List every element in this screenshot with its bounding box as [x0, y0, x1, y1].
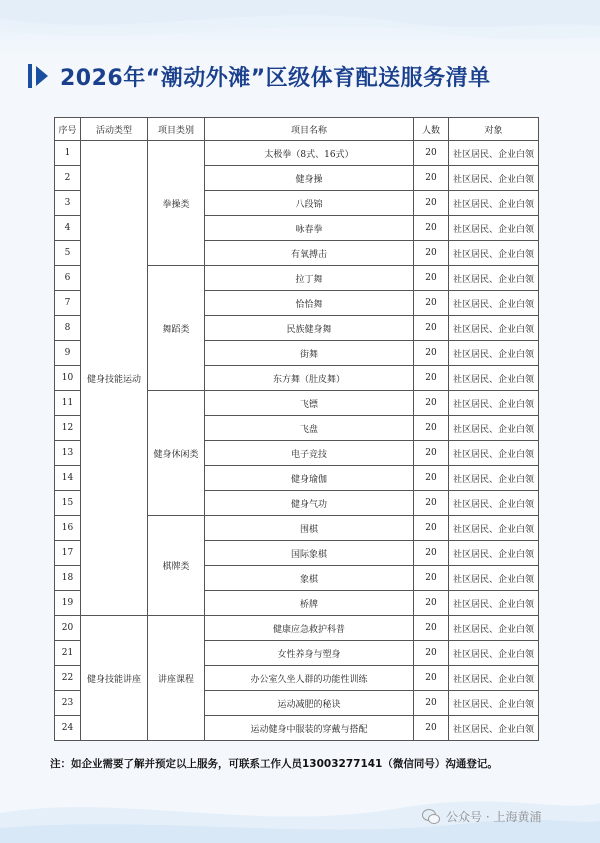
- row-target: 社区居民、企业白领: [449, 191, 539, 216]
- row-target: 社区居民、企业白领: [449, 291, 539, 316]
- row-name: 拉丁舞: [205, 266, 414, 291]
- row-no: 17: [55, 541, 81, 566]
- row-name: 围棋: [205, 516, 414, 541]
- contact-note: 注：如企业需要了解并预定以上服务，可联系工作人员13003277141（微信同号）沟通登记。: [50, 758, 498, 770]
- row-target: 社区居民、企业白领: [449, 591, 539, 616]
- row-target: 社区居民、企业白领: [449, 341, 539, 366]
- row-count: 20: [414, 491, 449, 516]
- wechat-icon: [422, 809, 440, 825]
- row-name: 东方舞（肚皮舞）: [205, 366, 414, 391]
- row-count: 20: [414, 516, 449, 541]
- row-count: 20: [414, 541, 449, 566]
- row-target: 社区居民、企业白领: [449, 641, 539, 666]
- row-no: 5: [55, 241, 81, 266]
- row-count: 20: [414, 166, 449, 191]
- watermark: [422, 808, 541, 825]
- row-target: 社区居民、企业白领: [449, 541, 539, 566]
- row-name: 象棋: [205, 566, 414, 591]
- row-no: 23: [55, 691, 81, 716]
- row-target: 社区居民、企业白领: [449, 691, 539, 716]
- row-count: 20: [414, 241, 449, 266]
- row-name: 健康应急救护科普: [205, 616, 414, 641]
- row-no: 22: [55, 666, 81, 691]
- row-no: 2: [55, 166, 81, 191]
- table-header-row: [55, 118, 539, 141]
- row-name: 电子竞技: [205, 441, 414, 466]
- row-name: 有氧搏击: [205, 241, 414, 266]
- row-no: 8: [55, 316, 81, 341]
- row-count: 20: [414, 191, 449, 216]
- category-cell: 健身休闲类: [148, 391, 205, 516]
- row-no: 6: [55, 266, 81, 291]
- bottom-wave-decoration: [0, 753, 600, 843]
- header-count: 人数: [414, 118, 449, 141]
- row-name: 运动健身中服装的穿戴与搭配: [205, 716, 414, 741]
- row-count: 20: [414, 266, 449, 291]
- row-target: 社区居民、企业白领: [449, 366, 539, 391]
- row-count: 20: [414, 716, 449, 741]
- row-name: 民族健身舞: [205, 316, 414, 341]
- row-name: 运动减肥的秘诀: [205, 691, 414, 716]
- row-count: 20: [414, 591, 449, 616]
- row-no: 21: [55, 641, 81, 666]
- category-cell: 棋牌类: [148, 516, 205, 616]
- table-row: [55, 141, 539, 166]
- activity-type-cell: 健身技能讲座: [81, 616, 148, 741]
- row-target: 社区居民、企业白领: [449, 216, 539, 241]
- row-no: 19: [55, 591, 81, 616]
- header-name: 项目名称: [205, 118, 414, 141]
- row-target: 社区居民、企业白领: [449, 441, 539, 466]
- activity-type-cell: 健身技能运动: [81, 141, 148, 616]
- header-target: 对象: [449, 118, 539, 141]
- row-name: 健身瑜伽: [205, 466, 414, 491]
- row-no: 12: [55, 416, 81, 441]
- row-target: 社区居民、企业白领: [449, 466, 539, 491]
- row-target: 社区居民、企业白领: [449, 141, 539, 166]
- row-name: 街舞: [205, 341, 414, 366]
- row-count: 20: [414, 291, 449, 316]
- header-no: 序号: [55, 118, 81, 141]
- row-no: 9: [55, 341, 81, 366]
- row-name: 办公室久坐人群的功能性训练: [205, 666, 414, 691]
- row-no: 3: [55, 191, 81, 216]
- row-count: 20: [414, 216, 449, 241]
- table-row: [55, 616, 539, 641]
- row-count: 20: [414, 441, 449, 466]
- row-target: 社区居民、企业白领: [449, 241, 539, 266]
- watermark-text: 公众号 · 上海黄浦: [446, 810, 542, 824]
- row-name: 国际象棋: [205, 541, 414, 566]
- row-count: 20: [414, 341, 449, 366]
- row-target: 社区居民、企业白领: [449, 716, 539, 741]
- row-no: 1: [55, 141, 81, 166]
- row-no: 10: [55, 366, 81, 391]
- row-target: 社区居民、企业白领: [449, 566, 539, 591]
- row-no: 7: [55, 291, 81, 316]
- row-target: 社区居民、企业白领: [449, 166, 539, 191]
- row-count: 20: [414, 666, 449, 691]
- row-no: 15: [55, 491, 81, 516]
- row-count: 20: [414, 366, 449, 391]
- row-no: 18: [55, 566, 81, 591]
- title-marker-icon: [28, 62, 50, 90]
- row-count: 20: [414, 141, 449, 166]
- row-name: 咏春拳: [205, 216, 414, 241]
- row-count: 20: [414, 691, 449, 716]
- row-name: 桥牌: [205, 591, 414, 616]
- row-name: 太极拳（8式、16式）: [205, 141, 414, 166]
- row-no: 4: [55, 216, 81, 241]
- row-no: 24: [55, 716, 81, 741]
- row-target: 社区居民、企业白领: [449, 266, 539, 291]
- header-category: 项目类别: [148, 118, 205, 141]
- row-count: 20: [414, 566, 449, 591]
- row-target: 社区居民、企业白领: [449, 616, 539, 641]
- row-target: 社区居民、企业白领: [449, 516, 539, 541]
- row-no: 11: [55, 391, 81, 416]
- category-cell: 讲座课程: [148, 616, 205, 741]
- row-name: 飞盘: [205, 416, 414, 441]
- row-count: 20: [414, 391, 449, 416]
- row-target: 社区居民、企业白领: [449, 391, 539, 416]
- row-name: 飞镖: [205, 391, 414, 416]
- row-no: 13: [55, 441, 81, 466]
- row-name: 恰恰舞: [205, 291, 414, 316]
- row-target: 社区居民、企业白领: [449, 416, 539, 441]
- row-no: 20: [55, 616, 81, 641]
- header-activity-type: 活动类型: [81, 118, 148, 141]
- row-name: 健身操: [205, 166, 414, 191]
- row-name: 健身气功: [205, 491, 414, 516]
- row-target: 社区居民、企业白领: [449, 491, 539, 516]
- category-cell: 舞蹈类: [148, 266, 205, 391]
- row-count: 20: [414, 616, 449, 641]
- row-target: 社区居民、企业白领: [449, 666, 539, 691]
- row-no: 14: [55, 466, 81, 491]
- top-wave-decoration: [0, 0, 600, 60]
- category-cell: 拳操类: [148, 141, 205, 266]
- page-title-row: [28, 58, 588, 94]
- row-target: 社区居民、企业白领: [449, 316, 539, 341]
- page-title: 2026年“潮动外滩”区级体育配送服务清单: [60, 65, 491, 91]
- row-count: 20: [414, 416, 449, 441]
- row-count: 20: [414, 316, 449, 341]
- row-name: 女性养身与塑身: [205, 641, 414, 666]
- row-name: 八段锦: [205, 191, 414, 216]
- row-count: 20: [414, 466, 449, 491]
- row-count: 20: [414, 641, 449, 666]
- service-list-table: [54, 117, 539, 741]
- row-no: 16: [55, 516, 81, 541]
